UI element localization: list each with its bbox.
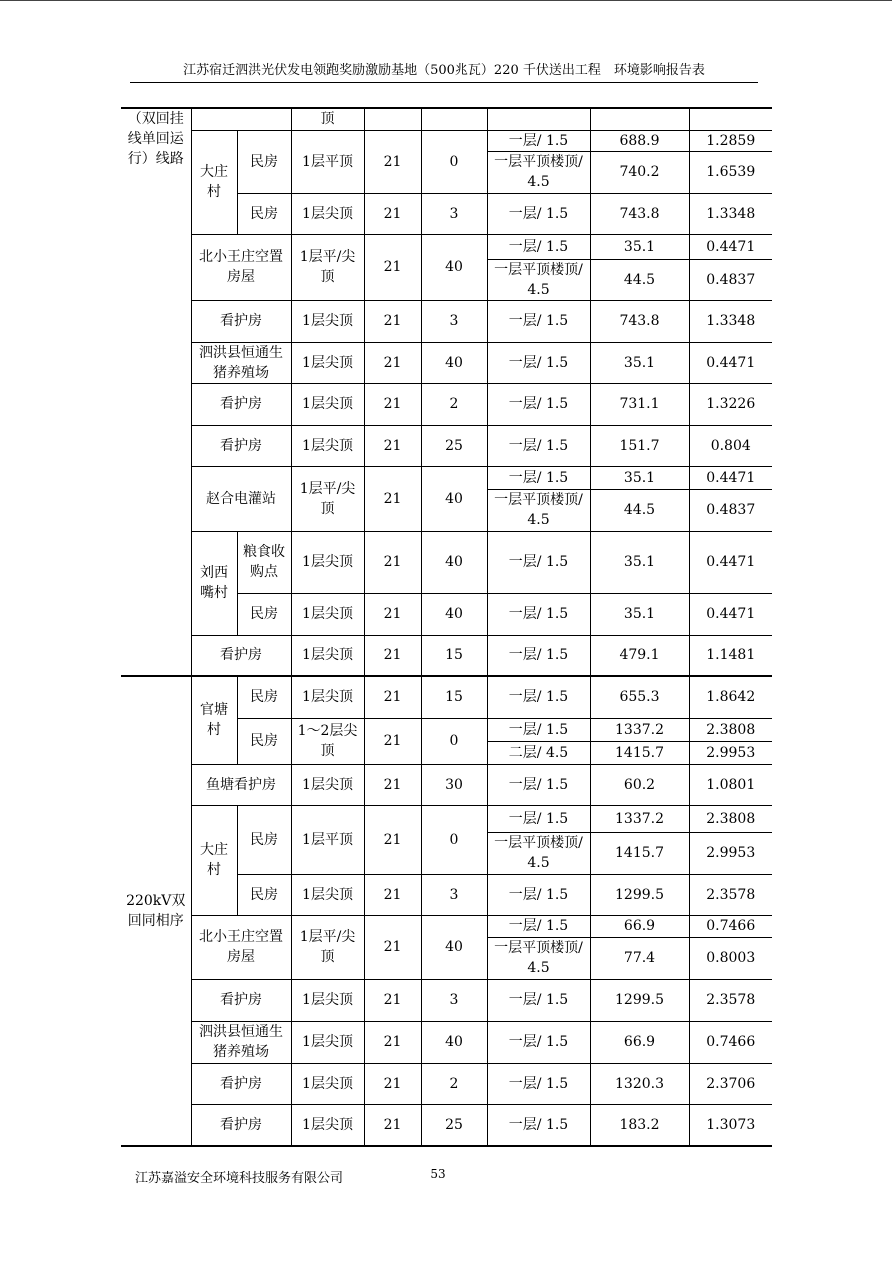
building-cell: 赵合电灌站 [191,466,291,531]
efield-cell: 743.8 [590,193,689,234]
efield-cell: 479.1 [590,635,689,676]
building-cell: 民房 [237,805,291,874]
floor-cell: 一层/ 1.5 [487,1104,590,1146]
floor-cell: 一层/ 1.5 [487,805,590,832]
village-cell: 官塘村 [191,676,237,764]
efield-cell: 35.1 [590,234,689,259]
bfield-cell: 2.9953 [689,741,772,764]
bfield-cell: 2.3706 [689,1063,772,1104]
bfield-cell: 0.4471 [689,531,772,593]
floor-cell: 一层/ 1.5 [487,130,590,151]
measurement-table [121,107,772,1147]
page-top-rule [0,0,892,1]
efield-cell: 60.2 [590,764,689,805]
efield-cell: 1299.5 [590,874,689,915]
structure-cell: 1层尖顶 [291,1021,364,1063]
distance-cell: 15 [421,676,487,718]
floor-cell: 一层平顶楼顶/ 4.5 [487,151,590,193]
height-cell: 21 [364,193,421,234]
height-cell: 21 [364,383,421,425]
height-cell [364,108,421,130]
table-row [121,676,772,718]
height-cell: 21 [364,635,421,676]
floor-cell: 一层/ 1.5 [487,676,590,718]
efield-cell: 1337.2 [590,718,689,741]
structure-cell: 1层尖顶 [291,874,364,915]
distance-cell: 0 [421,805,487,874]
structure-cell: 1层平/尖顶 [291,466,364,531]
floor-cell: 一层/ 1.5 [487,531,590,593]
table-row [121,915,772,937]
structure-cell: 1～2层尖顶 [291,718,364,764]
floor-cell: 一层/ 1.5 [487,342,590,383]
efield-cell: 35.1 [590,593,689,635]
structure-cell: 顶 [291,108,364,130]
table-row [121,383,772,425]
page-header: 江苏宿迁泗洪光伏发电领跑奖励激励基地（500兆瓦）220 千伏送出工程 环境影响报告表 [130,62,758,83]
distance-cell: 2 [421,1063,487,1104]
bfield-cell: 0.7466 [689,1021,772,1063]
efield-cell: 44.5 [590,259,689,300]
line-type-cell: 220kV双回同相序 [121,676,191,1146]
building-cell: 泗洪县恒通生猪养殖场 [191,1021,291,1063]
village-cell: 刘西嘴村 [191,531,237,635]
distance-cell: 3 [421,300,487,342]
distance-cell: 2 [421,383,487,425]
bfield-cell: 1.2859 [689,130,772,151]
structure-cell: 1层尖顶 [291,193,364,234]
distance-cell: 0 [421,718,487,764]
height-cell: 21 [364,342,421,383]
building-cell: 粮食收购点 [237,531,291,593]
table-row [121,979,772,1021]
structure-cell: 1层平顶 [291,805,364,874]
building-cell: 民房 [237,593,291,635]
table-row [121,1063,772,1104]
height-cell: 21 [364,805,421,874]
bfield-cell: 1.3348 [689,300,772,342]
building-cell: 北小王庄空置房屋 [191,915,291,979]
table-row [121,342,772,383]
efield-cell: 1337.2 [590,805,689,832]
distance-cell: 40 [421,234,487,300]
building-cell: 看护房 [191,635,291,676]
floor-cell: 一层平顶楼顶/ 4.5 [487,259,590,300]
bfield-cell: 2.9953 [689,832,772,874]
structure-cell: 1层尖顶 [291,531,364,593]
building-cell: 泗洪县恒通生猪养殖场 [191,342,291,383]
height-cell: 21 [364,130,421,193]
efield-cell: 183.2 [590,1104,689,1146]
bfield-cell: 1.3073 [689,1104,772,1146]
floor-cell: 一层/ 1.5 [487,718,590,741]
efield-cell: 66.9 [590,1021,689,1063]
efield-cell: 688.9 [590,130,689,151]
distance-cell [421,108,487,130]
bfield-cell: 1.3226 [689,383,772,425]
table-row [121,764,772,805]
efield-cell: 1299.5 [590,979,689,1021]
floor-cell: 一层/ 1.5 [487,234,590,259]
distance-cell: 30 [421,764,487,805]
distance-cell: 40 [421,593,487,635]
structure-cell: 1层平/尖顶 [291,915,364,979]
building-cell: 民房 [237,874,291,915]
table-row [121,234,772,259]
height-cell: 21 [364,234,421,300]
footer-company: 江苏嘉溢安全环境科技服务有限公司 [135,1171,344,1186]
village-cell: 大庄村 [191,130,237,234]
structure-cell: 1层尖顶 [291,342,364,383]
efield-cell: 35.1 [590,531,689,593]
floor-cell: 一层/ 1.5 [487,466,590,489]
distance-cell: 40 [421,342,487,383]
bfield-cell: 0.4471 [689,234,772,259]
height-cell: 21 [364,531,421,593]
height-cell: 21 [364,1063,421,1104]
bfield-cell: 0.804 [689,425,772,466]
building-cell: 看护房 [191,1104,291,1146]
efield-cell: 1415.7 [590,832,689,874]
height-cell: 21 [364,466,421,531]
table-row [121,108,772,130]
distance-cell: 3 [421,979,487,1021]
efield-cell: 151.7 [590,425,689,466]
building-cell: 民房 [237,130,291,193]
structure-cell: 1层尖顶 [291,764,364,805]
distance-cell: 25 [421,425,487,466]
efield-cell: 44.5 [590,489,689,531]
height-cell: 21 [364,1104,421,1146]
efield-cell: 1415.7 [590,741,689,764]
efield-cell: 35.1 [590,342,689,383]
height-cell: 21 [364,593,421,635]
table-row [121,300,772,342]
building-cell: 看护房 [191,383,291,425]
height-cell: 21 [364,676,421,718]
bfield-cell: 2.3808 [689,805,772,832]
floor-cell: 一层平顶楼顶/ 4.5 [487,937,590,979]
height-cell: 21 [364,979,421,1021]
floor-cell: 二层/ 4.5 [487,741,590,764]
distance-cell: 40 [421,1021,487,1063]
distance-cell: 40 [421,531,487,593]
floor-cell: 一层/ 1.5 [487,1021,590,1063]
structure-cell: 1层尖顶 [291,593,364,635]
bfield-cell: 1.3348 [689,193,772,234]
bfield-cell: 2.3808 [689,718,772,741]
efield-cell [590,108,689,130]
bfield-cell: 0.8003 [689,937,772,979]
floor-cell: 一层/ 1.5 [487,764,590,805]
structure-cell: 1层尖顶 [291,425,364,466]
structure-cell: 1层尖顶 [291,1104,364,1146]
distance-cell: 40 [421,915,487,979]
bfield-cell: 2.3578 [689,874,772,915]
building-cell: 鱼塘看护房 [191,764,291,805]
floor-cell: 一层/ 1.5 [487,593,590,635]
distance-cell: 40 [421,466,487,531]
building-cell: 民房 [237,676,291,718]
floor-cell: 一层/ 1.5 [487,300,590,342]
height-cell: 21 [364,300,421,342]
floor-cell: 一层/ 1.5 [487,425,590,466]
efield-cell: 655.3 [590,676,689,718]
floor-cell: 一层/ 1.5 [487,635,590,676]
height-cell: 21 [364,1021,421,1063]
table-row [121,1021,772,1063]
height-cell: 21 [364,874,421,915]
floor-cell: 一层平顶楼顶/ 4.5 [487,489,590,531]
building-cell [191,108,291,130]
floor-cell: 一层平顶楼顶/ 4.5 [487,832,590,874]
efield-cell: 1320.3 [590,1063,689,1104]
building-cell: 看护房 [191,1063,291,1104]
structure-cell: 1层平顶 [291,130,364,193]
building-cell: 看护房 [191,425,291,466]
floor-cell: 一层/ 1.5 [487,874,590,915]
structure-cell: 1层尖顶 [291,300,364,342]
table-row [121,635,772,676]
village-cell: 大庄村 [191,805,237,915]
structure-cell: 1层尖顶 [291,979,364,1021]
table-row [121,531,772,593]
table-row [121,466,772,489]
efield-cell: 740.2 [590,151,689,193]
table-row [121,425,772,466]
bfield-cell: 0.4837 [689,259,772,300]
distance-cell: 25 [421,1104,487,1146]
efield-cell: 35.1 [590,466,689,489]
floor-cell: 一层/ 1.5 [487,915,590,937]
building-cell: 看护房 [191,300,291,342]
table-row [121,130,772,151]
bfield-cell: 0.4837 [689,489,772,531]
building-cell: 民房 [237,193,291,234]
efield-cell: 66.9 [590,915,689,937]
height-cell: 21 [364,915,421,979]
efield-cell: 731.1 [590,383,689,425]
bfield-cell: 1.1481 [689,635,772,676]
structure-cell: 1层平/尖顶 [291,234,364,300]
building-cell: 看护房 [191,979,291,1021]
structure-cell: 1层尖顶 [291,1063,364,1104]
bfield-cell: 2.3578 [689,979,772,1021]
table-row [121,1104,772,1146]
floor-cell: 一层/ 1.5 [487,979,590,1021]
bfield-cell: 1.8642 [689,676,772,718]
bfield-cell: 0.4471 [689,466,772,489]
bfield-cell: 0.4471 [689,342,772,383]
height-cell: 21 [364,718,421,764]
distance-cell: 0 [421,130,487,193]
height-cell: 21 [364,764,421,805]
building-cell: 民房 [237,718,291,764]
distance-cell: 3 [421,874,487,915]
distance-cell: 15 [421,635,487,676]
floor-cell [487,108,590,130]
floor-cell: 一层/ 1.5 [487,193,590,234]
bfield-cell [689,108,772,130]
efield-cell: 77.4 [590,937,689,979]
floor-cell: 一层/ 1.5 [487,383,590,425]
building-cell: 北小王庄空置房屋 [191,234,291,300]
bfield-cell: 0.4471 [689,593,772,635]
floor-cell: 一层/ 1.5 [487,1063,590,1104]
line-type-cell: （双回挂线单回运行）线路 [121,108,191,676]
structure-cell: 1层尖顶 [291,383,364,425]
structure-cell: 1层尖顶 [291,635,364,676]
bfield-cell: 1.6539 [689,151,772,193]
table-row [121,805,772,832]
distance-cell: 3 [421,193,487,234]
bfield-cell: 0.7466 [689,915,772,937]
bfield-cell: 1.0801 [689,764,772,805]
efield-cell: 743.8 [590,300,689,342]
structure-cell: 1层尖顶 [291,676,364,718]
page-number: 53 [430,1167,446,1181]
height-cell: 21 [364,425,421,466]
